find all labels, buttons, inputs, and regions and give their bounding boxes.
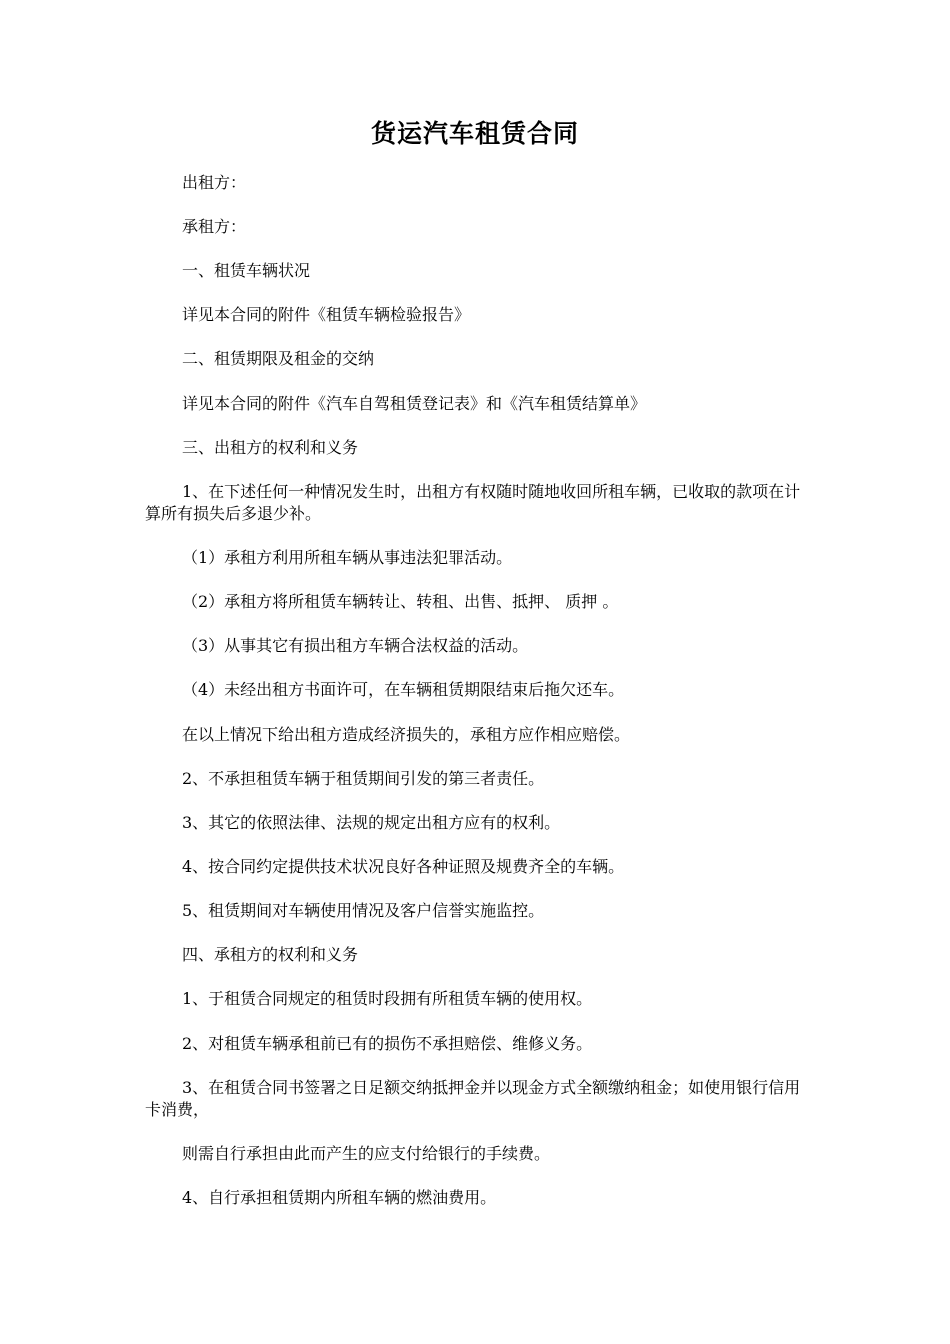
paragraph: 在以上情况下给出租方造成经济损失的，承租方应作相应赔偿。 — [182, 725, 631, 744]
paragraph: 5、租赁期间对车辆使用情况及客户信誉实施监控。 — [182, 901, 545, 920]
paragraph: 1、于租赁合同规定的租赁时段拥有所租赁车辆的使用权。 — [182, 989, 593, 1008]
section-heading-3: 三、出租方的权利和义务 — [182, 438, 359, 457]
document-title: 货运汽车租赁合同 — [370, 119, 579, 148]
list-item: （4）未经出租方书面许可，在车辆租赁期限结束后拖欠还车。 — [182, 680, 625, 699]
paragraph: 4、按合同约定提供技术状况良好各种证照及规费齐全的车辆。 — [182, 857, 625, 876]
list-item: （3）从事其它有损出租方车辆合法权益的活动。 — [182, 636, 529, 655]
list-item: （2）承租方将所租赁车辆转让、转租、出售、抵押、 质押 。 — [182, 592, 619, 611]
paragraph: 详见本合同的附件《租赁车辆检验报告》 — [182, 305, 471, 324]
paragraph: 3、其它的依照法律、法规的规定出租方应有的权利。 — [182, 813, 561, 832]
paragraph-lessor: 出租方： — [182, 173, 247, 192]
paragraph-lessee: 承租方： — [182, 217, 247, 236]
paragraph: 详见本合同的附件《汽车自驾租赁登记表》和《汽车租赁结算单》 — [182, 394, 647, 413]
section-heading-2: 二、租赁期限及租金的交纳 — [182, 349, 375, 368]
paragraph: 2、不承担租赁车辆于租赁期间引发的第三者责任。 — [182, 769, 545, 788]
list-item: （1）承租方利用所租车辆从事违法犯罪活动。 — [182, 548, 513, 567]
paragraph: 4、自行承担租赁期内所租车辆的燃油费用。 — [182, 1188, 497, 1207]
paragraph: 2、对租赁车辆承租前已有的损伤不承担赔偿、维修义务。 — [182, 1034, 593, 1053]
section-heading-4: 四、承租方的权利和义务 — [182, 945, 359, 964]
section-heading-1: 一、租赁车辆状况 — [182, 261, 311, 280]
paragraph: 则需自行承担由此而产生的应支付给银行的手续费。 — [182, 1144, 551, 1163]
paragraph: 3、在租赁合同书签署之日足额交纳抵押金并以现金方式全额缴纳租金；如使用银行信用卡消费， — [145, 1078, 801, 1119]
paragraph: 1、在下述任何一种情况发生时，出租方有权随时随地收回所租车辆，已收取的款项在计算所有损失后多退少补。 — [145, 482, 801, 523]
